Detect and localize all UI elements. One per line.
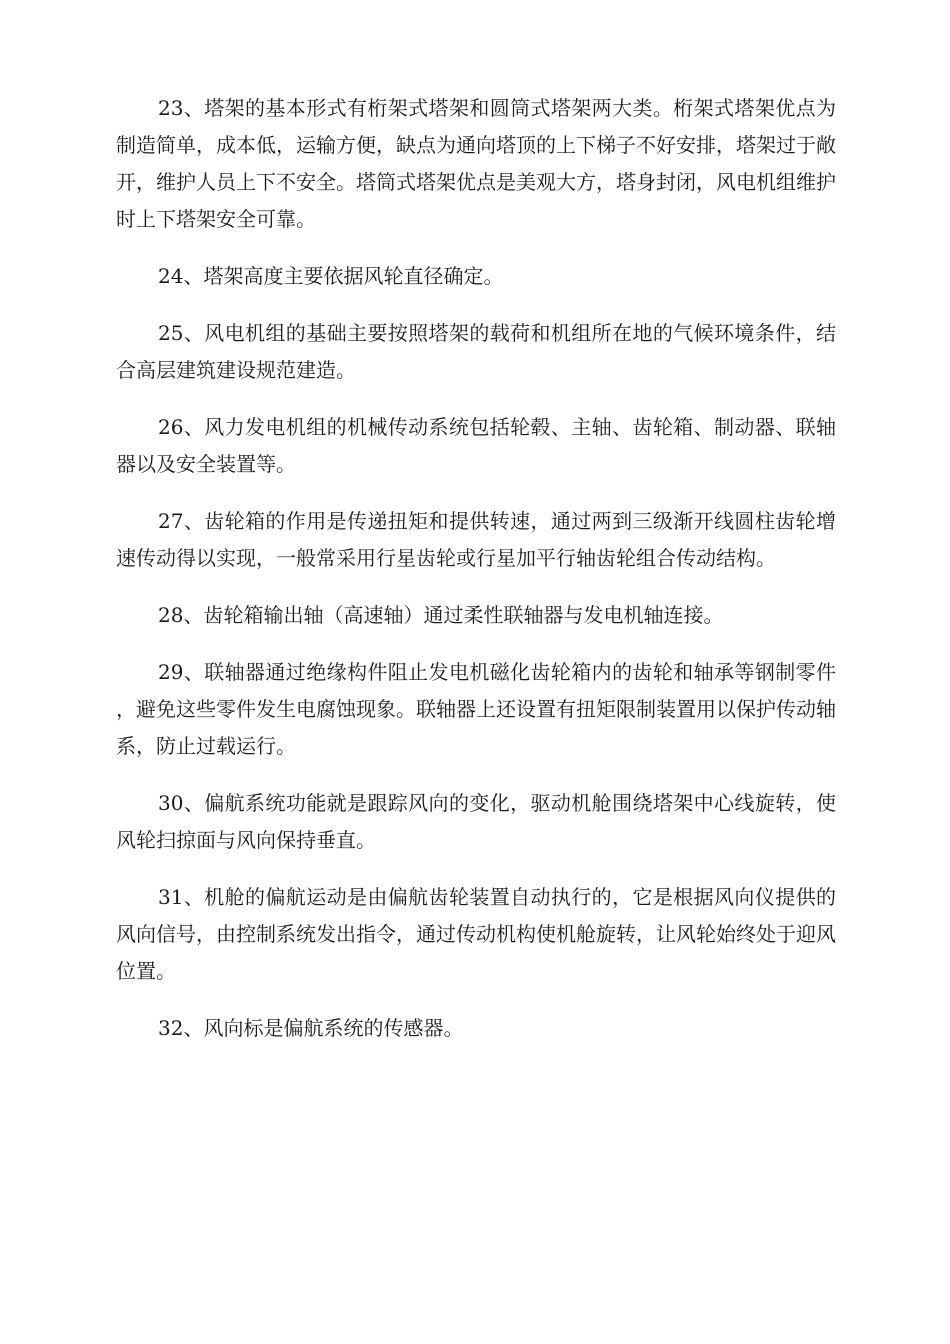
paragraph-32: 32、风向标是偏航系统的传感器。 xyxy=(158,1016,464,1040)
paragraph-24: 24、塔架高度主要依据风轮直径确定。 xyxy=(158,264,504,288)
paragraph-25: 25、风电机组的基础主要按照塔架的载荷和机组所在地的气候环境条件，结合高层建筑建设规范建造。 xyxy=(116,321,836,382)
paragraph-26: 26、风力发电机组的机械传动系统包括轮毂、主轴、齿轮箱、制动器、联轴器以及安全装置等。 xyxy=(116,415,836,476)
document-body xyxy=(116,90,836,1047)
paragraph-28: 28、齿轮箱输出轴（高速轴）通过柔性联轴器与发电机轴连接。 xyxy=(158,603,724,627)
paragraph-30: 30、偏航系统功能就是跟踪风向的变化，驱动机舱围绕塔架中心线旋转，使风轮扫掠面与风向保持垂直。 xyxy=(116,791,836,852)
paragraph-29: 29、联轴器通过绝缘构件阻止发电机磁化齿轮箱内的齿轮和轴承等钢制零件，避免这些零件发生电腐蚀现象。联轴器上还设置有扭矩限制装置用以保护传动轴系，防止过载运行。 xyxy=(116,660,836,758)
paragraph-23: 23、塔架的基本形式有桁架式塔架和圆筒式塔架两大类。桁架式塔架优点为制造简单，成本低，运输方便，缺点为通向塔顶的上下梯子不好安排，塔架过于敞开，维护人员上下不安全。塔筒式塔架优点是美观大方，塔身封闭，风电机组维护时上下塔架安全可靠。 xyxy=(116,96,836,231)
paragraph-31: 31、机舱的偏航运动是由偏航齿轮装置自动执行的，它是根据风向仪提供的风向信号，由控制系统发出指令，通过传动机构使机舱旋转，让风轮始终处于迎风位置。 xyxy=(116,885,836,983)
paragraph-27: 27、齿轮箱的作用是传递扭矩和提供转速，通过两到三级渐开线圆柱齿轮增速传动得以实现，一般常采用行星齿轮或行星加平行轴齿轮组合传动结构。 xyxy=(116,509,836,570)
